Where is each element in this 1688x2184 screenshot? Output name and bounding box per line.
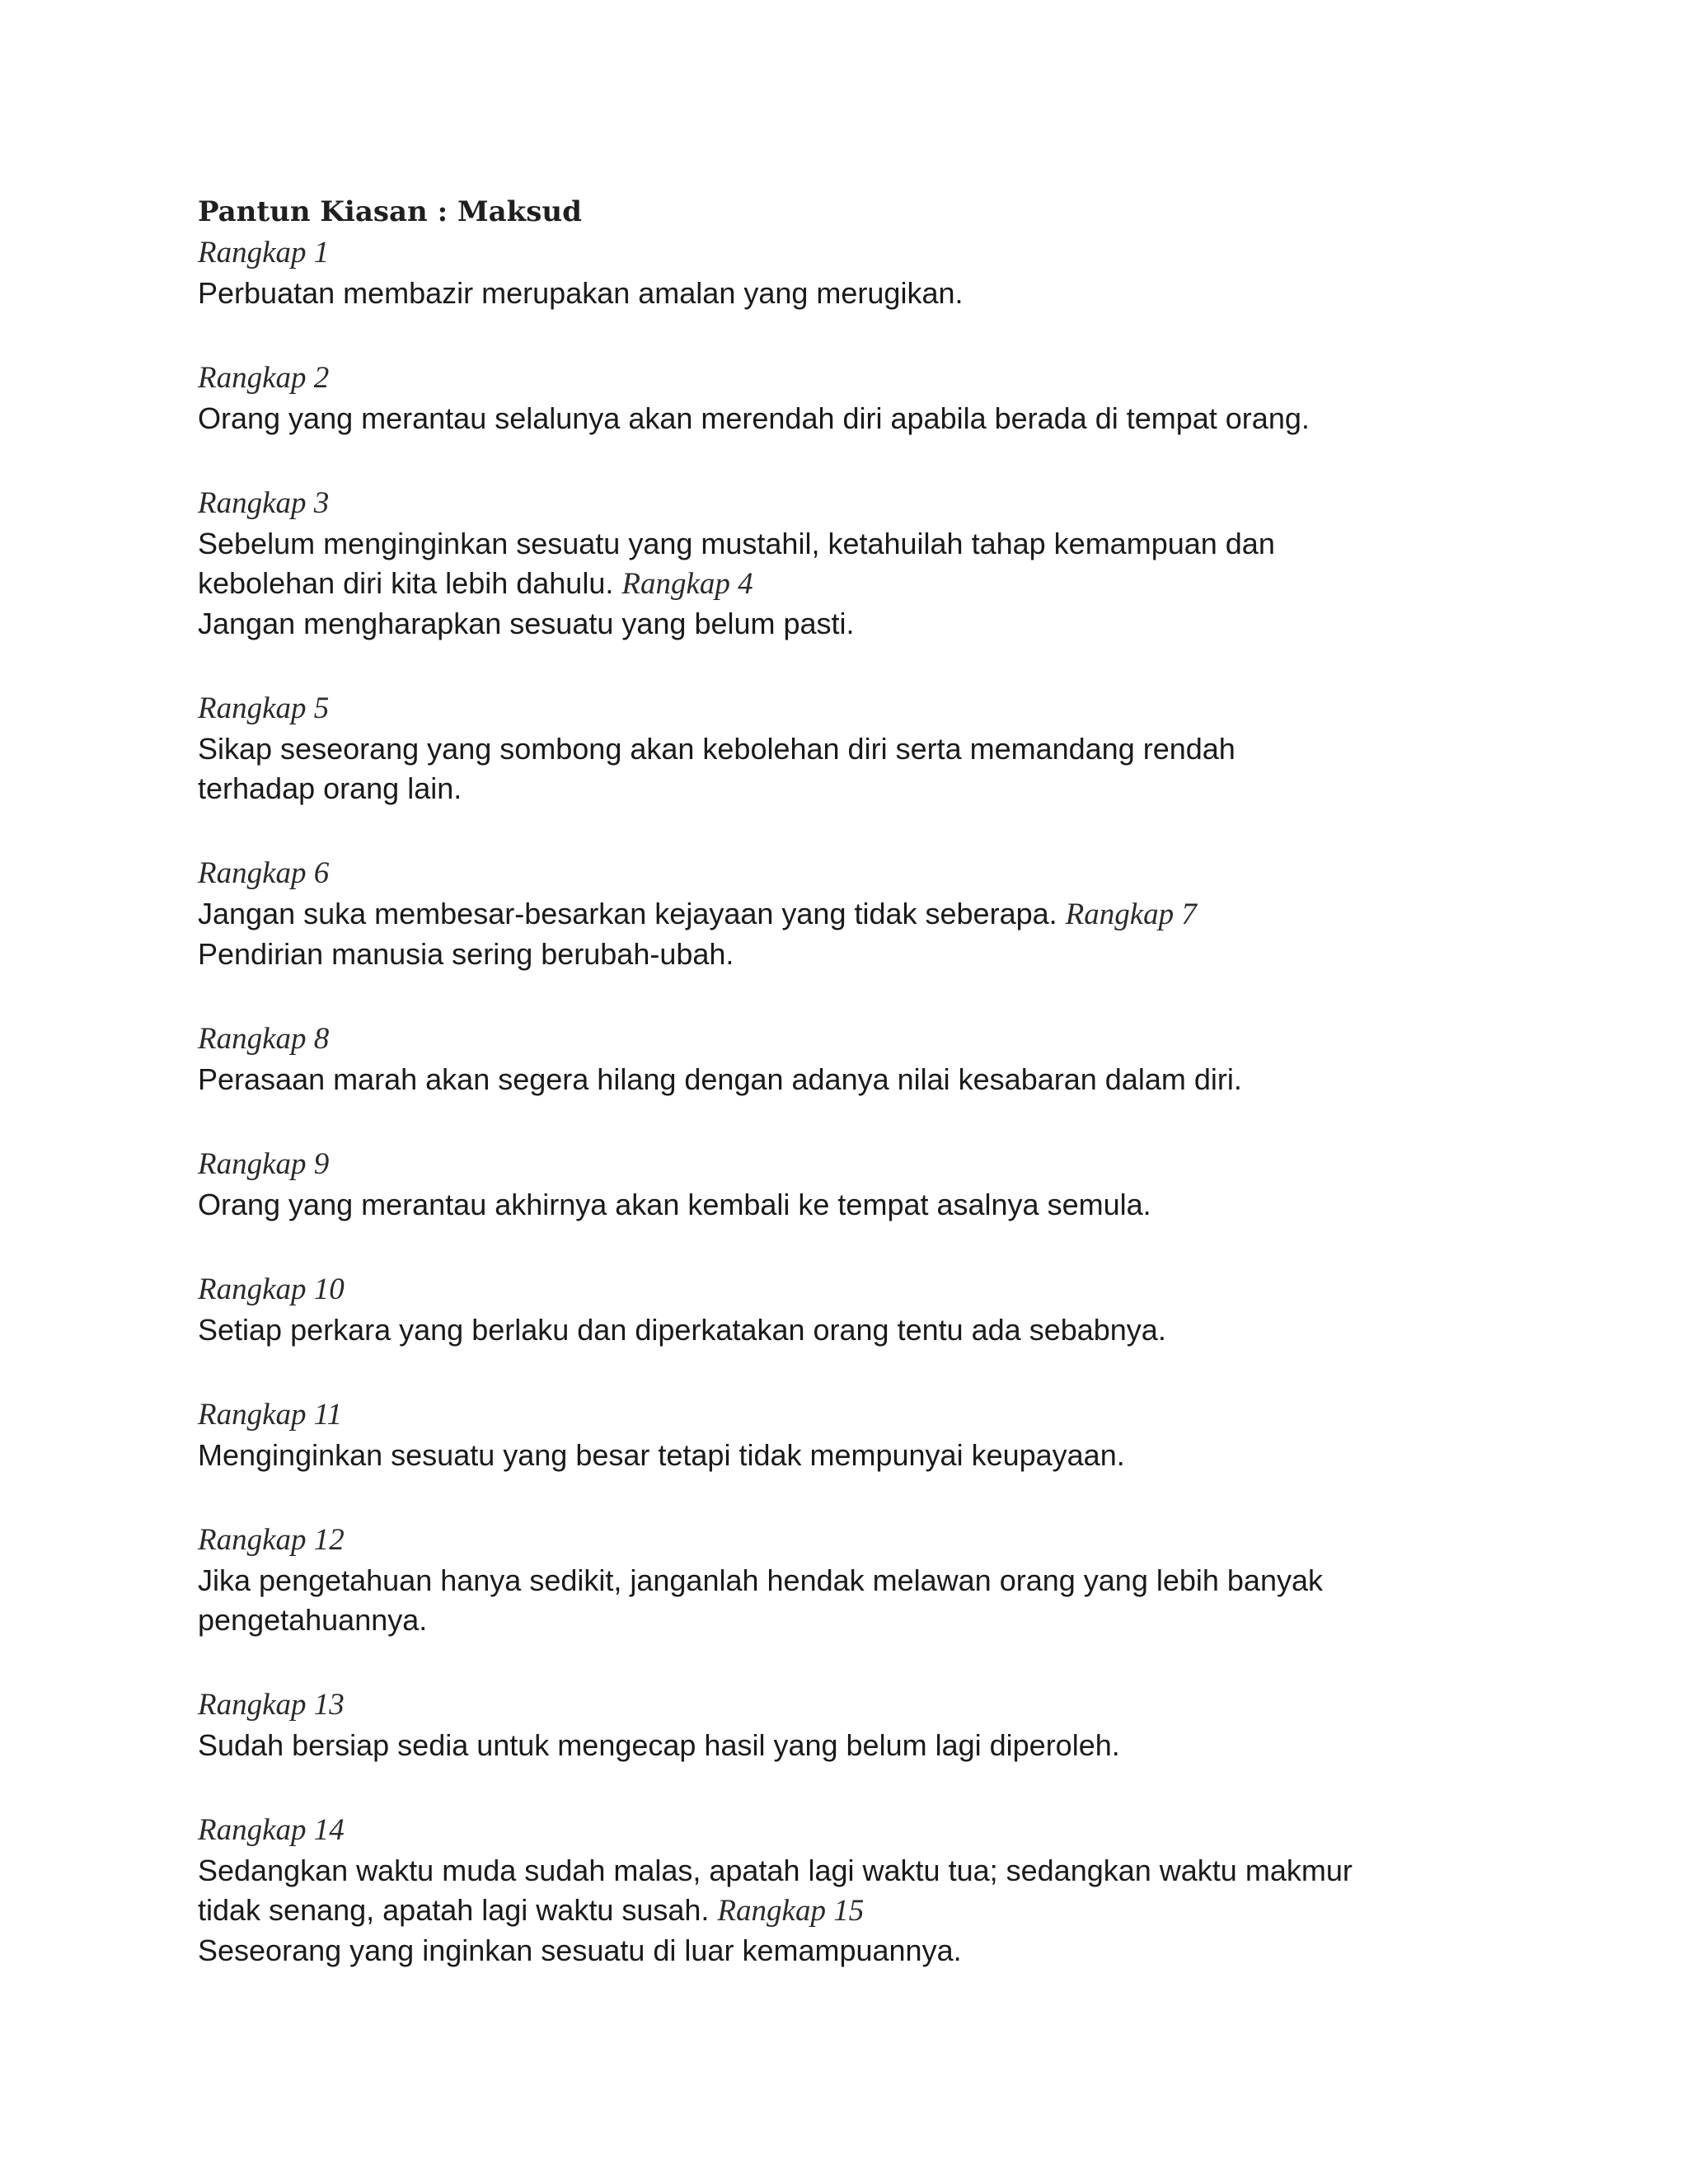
stanza-text: Menginginkan sesuatu yang besar tetapi tidak mempunyai keupayaan. bbox=[198, 1438, 1125, 1472]
stanza-label: Rangkap 10 bbox=[198, 1272, 345, 1306]
stanza-text: Seseorang yang inginkan sesuatu di luar kemampuannya. bbox=[198, 1933, 962, 1967]
stanza-text-line bbox=[198, 1891, 1517, 1931]
stanza-text-line: Sedangkan waktu muda sudah malas, apatah lagi waktu tua; sedangkan waktu makmur bbox=[198, 1854, 1353, 1887]
stanza-text-fragment: tidak senang, apatah lagi waktu susah. bbox=[198, 1893, 710, 1927]
stanza-label-inline: Rangkap 7 bbox=[1065, 898, 1197, 931]
stanza-text-fragment: kebolehan diri kita lebih dahulu. bbox=[198, 566, 614, 600]
stanza-text: Jangan mengharapkan sesuatu yang belum pasti. bbox=[198, 607, 855, 640]
stanza-text: Sudah bersiap sedia untuk mengecap hasil yang belum lagi diperoleh. bbox=[198, 1728, 1120, 1762]
stanza-label: Rangkap 9 bbox=[198, 1147, 330, 1181]
stanza-label: Rangkap 12 bbox=[198, 1523, 345, 1557]
stanza-text-line bbox=[198, 564, 1517, 604]
stanza-label: Rangkap 2 bbox=[198, 361, 330, 395]
stanza-label: Rangkap 6 bbox=[198, 856, 330, 890]
stanza-text-line: terhadap orang lain. bbox=[198, 771, 462, 805]
stanza-label: Rangkap 1 bbox=[198, 236, 330, 269]
stanza-label: Rangkap 11 bbox=[198, 1398, 343, 1432]
stanza-text-line: Sebelum menginginkan sesuatu yang mustahil, ketahuilah tahap kemampuan dan bbox=[198, 527, 1275, 560]
document-page bbox=[198, 191, 1517, 1971]
stanza-text-line: Sikap seseorang yang sombong akan kebolehan diri serta memandang rendah bbox=[198, 732, 1236, 766]
document-title: Pantun Kiasan : Maksud bbox=[198, 195, 582, 228]
stanza-label-inline: Rangkap 15 bbox=[717, 1894, 865, 1928]
stanza-text-line bbox=[198, 894, 1517, 935]
stanza-label: Rangkap 3 bbox=[198, 486, 330, 520]
stanza-label: Rangkap 13 bbox=[198, 1688, 345, 1722]
stanza-text: Perasaan marah akan segera hilang dengan adanya nilai kesabaran dalam diri. bbox=[198, 1062, 1242, 1096]
stanza-text: Perbuatan membazir merupakan amalan yang merugikan. bbox=[198, 276, 964, 310]
stanza-text-line: pengetahuannya. bbox=[198, 1603, 428, 1637]
stanza-text: Setiap perkara yang berlaku dan diperkatakan orang tentu ada sebabnya. bbox=[198, 1313, 1166, 1347]
stanza-label: Rangkap 8 bbox=[198, 1022, 330, 1056]
stanza-text: Pendirian manusia sering berubah-ubah. bbox=[198, 937, 734, 971]
stanza-text: Orang yang merantau akhirnya akan kembali ke tempat asalnya semula. bbox=[198, 1188, 1151, 1221]
stanza-label: Rangkap 14 bbox=[198, 1813, 345, 1847]
stanza-text-fragment: Jangan suka membesar-besarkan kejayaan yang tidak seberapa. bbox=[198, 897, 1057, 930]
stanza-label-inline: Rangkap 4 bbox=[621, 567, 753, 601]
stanza-text-line: Jika pengetahuan hanya sedikit, janganlah hendak melawan orang yang lebih banyak bbox=[198, 1563, 1323, 1597]
stanza-text: Orang yang merantau selalunya akan merendah diri apabila berada di tempat orang. bbox=[198, 401, 1310, 435]
stanza-label: Rangkap 5 bbox=[198, 691, 330, 725]
